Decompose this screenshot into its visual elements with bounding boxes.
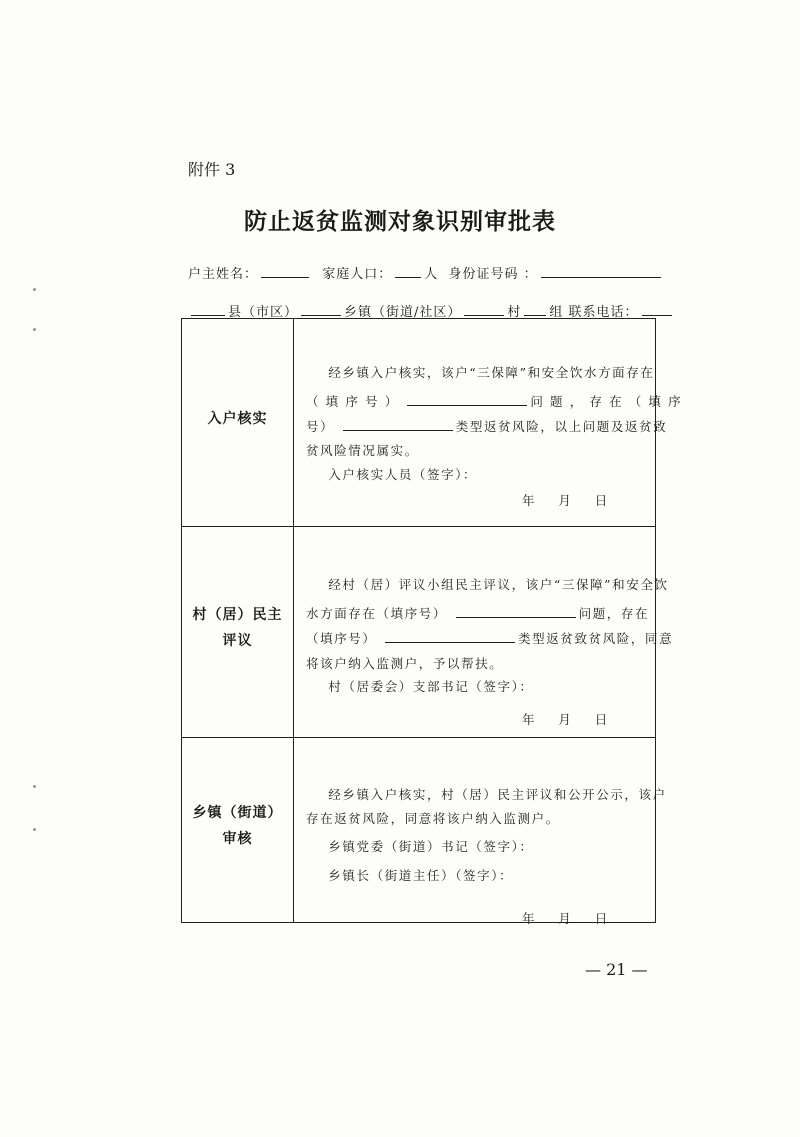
text-segment: 类型返贫风险，以上问题及返贫致 — [455, 419, 668, 434]
text-segment: 经乡镇入户核实，该户“三保障”和安全饮水方面存在 — [306, 365, 655, 380]
text-segment: 户主姓名： — [188, 267, 259, 282]
body-line — [306, 785, 667, 803]
fill-in-blank[interactable] — [407, 393, 527, 406]
fill-in-blank[interactable] — [456, 605, 576, 618]
section-label — [182, 800, 293, 852]
body-line — [306, 417, 667, 435]
body-line — [306, 363, 654, 381]
text-segment: 经村（居）评议小组民主评议，该户“三保障”和安全饮 — [306, 577, 669, 592]
text-segment: 乡镇党委（街道）书记（签字）： — [306, 839, 534, 854]
label-line: 村（居）民主 — [192, 606, 283, 623]
body-line — [306, 866, 513, 884]
text-segment: 号） — [306, 419, 340, 434]
body-line — [306, 654, 503, 672]
label-line: 入户核实 — [207, 410, 268, 427]
text-segment: 将该户纳入监测户，予以帮扶。 — [306, 656, 504, 671]
body-line — [306, 392, 682, 410]
approval-table — [181, 318, 683, 926]
body-line — [306, 677, 534, 695]
annex-label: 附件 3 — [188, 160, 236, 179]
fill-in-blank[interactable] — [524, 303, 546, 316]
form-title: 防止返贫监测对象识别审批表 — [244, 208, 556, 235]
label-line: 评议 — [222, 632, 253, 649]
text-segment: 乡镇长（街道主任）（签字）： — [306, 868, 514, 883]
label-line: 审核 — [222, 830, 253, 847]
text-segment: 贫风险情况属实。 — [306, 443, 419, 458]
fill-in-blank[interactable] — [642, 303, 672, 316]
body-line — [306, 465, 477, 483]
fill-in-blank[interactable] — [464, 303, 504, 316]
text-segment: 经乡镇入户核实，村（居）民主评议和公开公示，该户 — [306, 787, 667, 802]
text-segment: 村（居委会）支部书记（签字）： — [306, 679, 534, 694]
text-segment: 存在返贫风险，同意将该户纳入监测户。 — [306, 811, 560, 826]
date-field: 年 月 日 — [522, 493, 609, 508]
date-field: 年 月 日 — [522, 712, 609, 727]
text-segment: 乡镇（街道/社区） — [344, 305, 462, 320]
section-label — [182, 406, 293, 432]
fill-in-blank[interactable] — [395, 265, 421, 278]
fill-in-blank[interactable] — [385, 630, 515, 643]
header-line-1 — [188, 263, 664, 282]
fill-in-blank[interactable] — [191, 303, 225, 316]
fill-in-blank[interactable] — [261, 265, 309, 278]
body-line — [306, 809, 560, 827]
body-line — [306, 604, 649, 622]
page-number: — 21 — — [585, 960, 648, 979]
fill-in-blank[interactable] — [301, 303, 341, 316]
fill-in-blank[interactable] — [343, 418, 453, 431]
text-segment: （填序号） — [306, 631, 383, 646]
text-segment: 组 联系电话： — [549, 305, 639, 320]
fill-in-blank[interactable] — [541, 265, 661, 278]
text-segment: 问 题 ， 存 在 （ 填 序 — [530, 394, 683, 409]
text-segment: 问题，存在 — [578, 606, 650, 621]
body-line — [306, 575, 669, 593]
column-divider — [293, 319, 294, 922]
text-segment: （ 填 序 号 ） — [306, 394, 405, 409]
text-segment: 类型返贫致贫风险，同意 — [518, 631, 674, 646]
section-label — [182, 602, 293, 654]
body-line — [306, 441, 419, 459]
label-line: 乡镇（街道） — [192, 804, 283, 821]
body-line — [306, 629, 673, 647]
text-segment: 水方面存在（填序号） — [306, 606, 453, 621]
text-segment: 入户核实人员（签字）： — [306, 467, 478, 482]
text-segment: 家庭人口： — [312, 267, 393, 282]
text-segment: 人 身份证号码 ： — [424, 267, 538, 282]
row-divider — [182, 526, 655, 527]
text-segment: 村 — [507, 305, 522, 320]
date-field: 年 月 日 — [522, 911, 609, 926]
row-divider — [182, 737, 655, 738]
text-segment: 县（市区） — [228, 305, 299, 320]
body-line — [306, 837, 534, 855]
